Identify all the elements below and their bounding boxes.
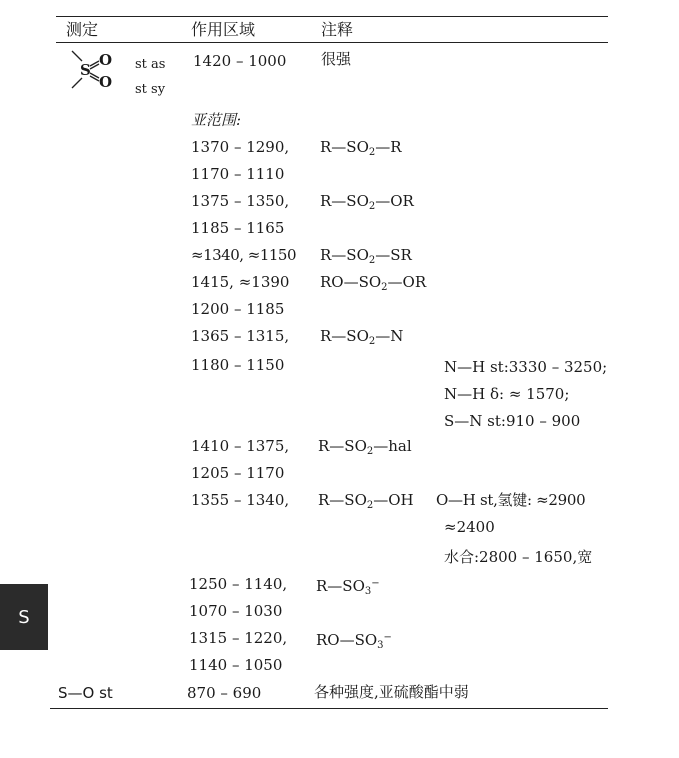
formula-row-14: $R—SO_2—OH$ (318, 491, 414, 511)
so-st-range: 870 – 690 (187, 684, 262, 702)
so-st-note: 各种强度,亚硫酸酯中弱 (314, 683, 469, 701)
range-row-7: 1200 – 1185 (191, 300, 285, 318)
range-row-5: ≈1340, ≈1150 (191, 246, 297, 264)
formula-row-19: $RO—SO_3^-$ (316, 631, 392, 651)
so2-note: 很强 (321, 50, 352, 68)
mode-st-as: st as (135, 57, 166, 72)
range-row-4: 1185 – 1165 (191, 219, 285, 237)
top-rule (56, 16, 608, 17)
sulfonyl-structure (68, 48, 118, 92)
range-row-20: 1140 – 1050 (189, 656, 283, 674)
range-row-18: 1070 – 1030 (189, 602, 283, 620)
comment-row-15: ≈2400 (444, 518, 495, 536)
formula-row-5: $R—SO_2—SR$ (320, 246, 412, 266)
formula-row-8: $R—SO_2—N$ (320, 327, 404, 347)
range-row-6: 1415, ≈1390 (191, 273, 290, 291)
header-notes: 注释 (321, 20, 354, 39)
comment-row-9: N—H st:3330 – 3250; (444, 358, 608, 376)
section-tab-s: S (0, 584, 48, 650)
formula-row-12: $R—SO_2—hal$ (318, 437, 412, 457)
range-row-3: 1375 – 1350, (191, 192, 290, 210)
comment-row-16: 水合:2800 – 1650,宽 (444, 548, 593, 566)
range-row-14: 1355 – 1340, (191, 491, 290, 509)
so2-range: 1420 – 1000 (193, 52, 287, 70)
header-rule (56, 42, 608, 43)
formula-row-3: $R—SO_2—OR$ (320, 192, 414, 212)
formula-row-17: $R—SO_3^-$ (316, 577, 380, 597)
range-row-13: 1205 – 1170 (191, 464, 285, 482)
bottom-rule (50, 708, 608, 709)
range-row-12: 1410 – 1375, (191, 437, 290, 455)
comment-row-10: N—H δ: ≈ 1570; (444, 385, 570, 403)
range-row-2: 1170 – 1110 (191, 165, 285, 183)
formula-row-6: $RO—SO_2—OR$ (320, 273, 427, 293)
comment-row-11: S—N st:910 – 900 (444, 412, 581, 430)
comment-row-14: O—H st,氢键: ≈2900 (436, 491, 586, 509)
range-row-1: 1370 – 1290, (191, 138, 290, 156)
header-range: 作用区域 (191, 20, 256, 39)
formula-row-1: $R—SO_2—R$ (320, 138, 402, 158)
range-row-9: 1180 – 1150 (191, 356, 285, 374)
atom-o-lower: O (99, 73, 113, 91)
mode-st-sy: st sy (135, 82, 166, 97)
range-row-8: 1365 – 1315, (191, 327, 290, 345)
atom-s: S (80, 61, 91, 79)
range-row-19: 1315 – 1220, (189, 629, 288, 647)
header-measure: 测定 (66, 20, 99, 39)
atom-o-upper: O (99, 51, 113, 69)
subrange-label: 亚范围: (191, 111, 242, 129)
so-st-label: S—O st (58, 684, 113, 702)
range-row-17: 1250 – 1140, (189, 575, 288, 593)
